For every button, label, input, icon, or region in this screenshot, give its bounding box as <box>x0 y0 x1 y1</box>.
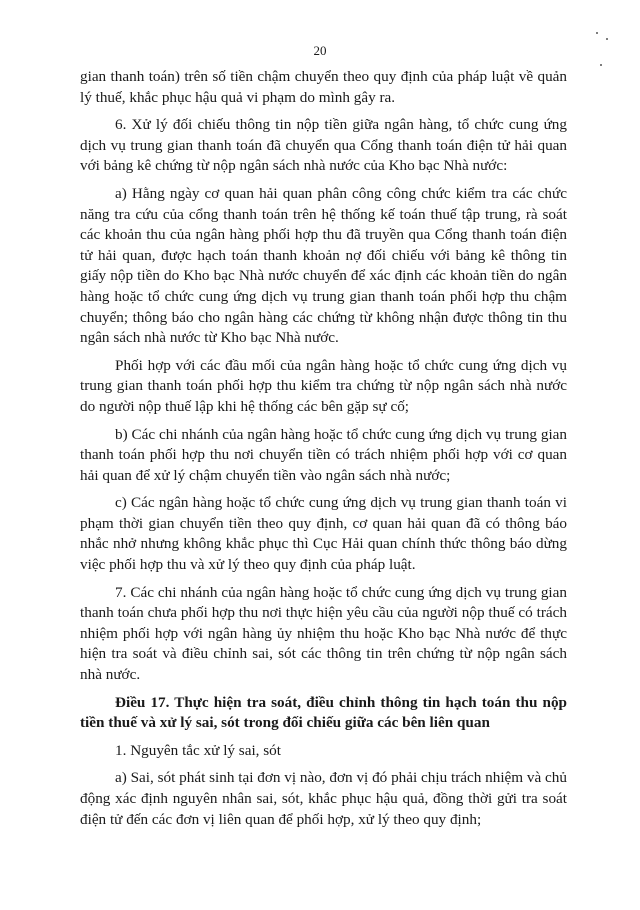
paragraph-coordination: Phối hợp với các đầu mối của ngân hàng hoặc tổ chức cung ứng dịch vụ trung gian thanh toán phối hợp thu kiểm tra chứng từ nộp ngân sách nhà nước do người nộp thuế lập khi hệ thống các bên gặp sự cố; <box>80 356 567 415</box>
paragraph-item-6: 6. Xử lý đối chiếu thông tin nộp tiền giữa ngân hàng, tổ chức cung ứng dịch vụ trung gian thanh toán đã chuyển qua Cổng thanh toán điện tử hải quan với bảng kê chứng từ nộp ngân sách nhà nước của Kho bạc Nhà nước: <box>80 116 567 175</box>
page-number: 20 <box>313 43 327 58</box>
paragraph-principle-1a: a) Sai, sót phát sinh tại đơn vị nào, đơn vị đó phải chịu trách nhiệm và chủ động xác định nguyên nhân sai, sót, khắc phục hậu quả, đồng thời gửi tra soát điện tử đến các đơn vị liên quan để phối hợp, xử lý theo quy định; <box>80 769 567 828</box>
scan-speck <box>600 64 602 66</box>
scan-speck <box>596 32 598 34</box>
paragraph-item-7: 7. Các chi nhánh của ngân hàng hoặc tổ chức cung ứng dịch vụ trung gian thanh toán chưa phối hợp thu nơi thực hiện yêu cầu của người nộp thuế có trách nhiệm phối hợp với ngân hàng ủy nhiệm thu hoặc Kho bạc Nhà nước để thực hiện tra soát và điều chỉnh sai, sót các thông tin trên chứng từ nộp ngân sách nhà nước. <box>80 583 567 684</box>
scan-speck <box>606 38 608 40</box>
document-body <box>80 67 567 830</box>
paragraph-continuation: gian thanh toán) trên số tiền chậm chuyển theo quy định của pháp luật về quản lý thuế, khắc phục hậu quả vi phạm do mình gây ra. <box>80 68 567 106</box>
paragraph-item-6b: b) Các chi nhánh của ngân hàng hoặc tổ chức cung ứng dịch vụ trung gian thanh toán phối hợp thu nơi chuyển tiền có trách nhiệm phối hợp với cơ quan hải quan để xử lý chậm chuyển tiền vào ngân sách nhà nước; <box>80 425 567 484</box>
paragraph-item-6a: a) Hằng ngày cơ quan hải quan phân công công chức kiểm tra các chức năng tra cứu của cổng thanh toán trên hệ thống kế toán thuế tập trung, rà soát các khoản thu của ngân hàng phối hợp thu đã truyền qua Cổng thanh toán điện tử hải quan, được hạch toán thanh khoản nợ đối chiếu với bảng kê thông tin giấy nộp tiền do Kho bạc Nhà nước chuyển để xác định các khoản tiền do ngân hàng hoặc tổ chức cung ứng dịch vụ trung gian thanh toán phối hợp thu chậm chuyển; thông báo cho ngân hàng các chứng từ không nhận được thông tin thu ngân sách nhà nước từ Kho bạc Nhà nước. <box>80 184 567 347</box>
paragraph-item-6c: c) Các ngân hàng hoặc tổ chức cung ứng dịch vụ trung gian thanh toán vi phạm thời gian chuyển tiền theo quy định, cơ quan hải quan đã có thông báo nhắc nhở nhưng không khắc phục thì Cục Hải quan chính thức thông báo dừng việc phối hợp thu và xử lý theo quy định của pháp luật. <box>80 494 567 574</box>
paragraph-principle-1: 1. Nguyên tắc xử lý sai, sót <box>115 741 281 759</box>
article-17-heading: Điều 17. Thực hiện tra soát, điều chỉnh thông tin hạch toán thu nộp tiền thuế và xử lý sai, sót trong đối chiếu giữa các bên liên quan <box>80 693 567 732</box>
